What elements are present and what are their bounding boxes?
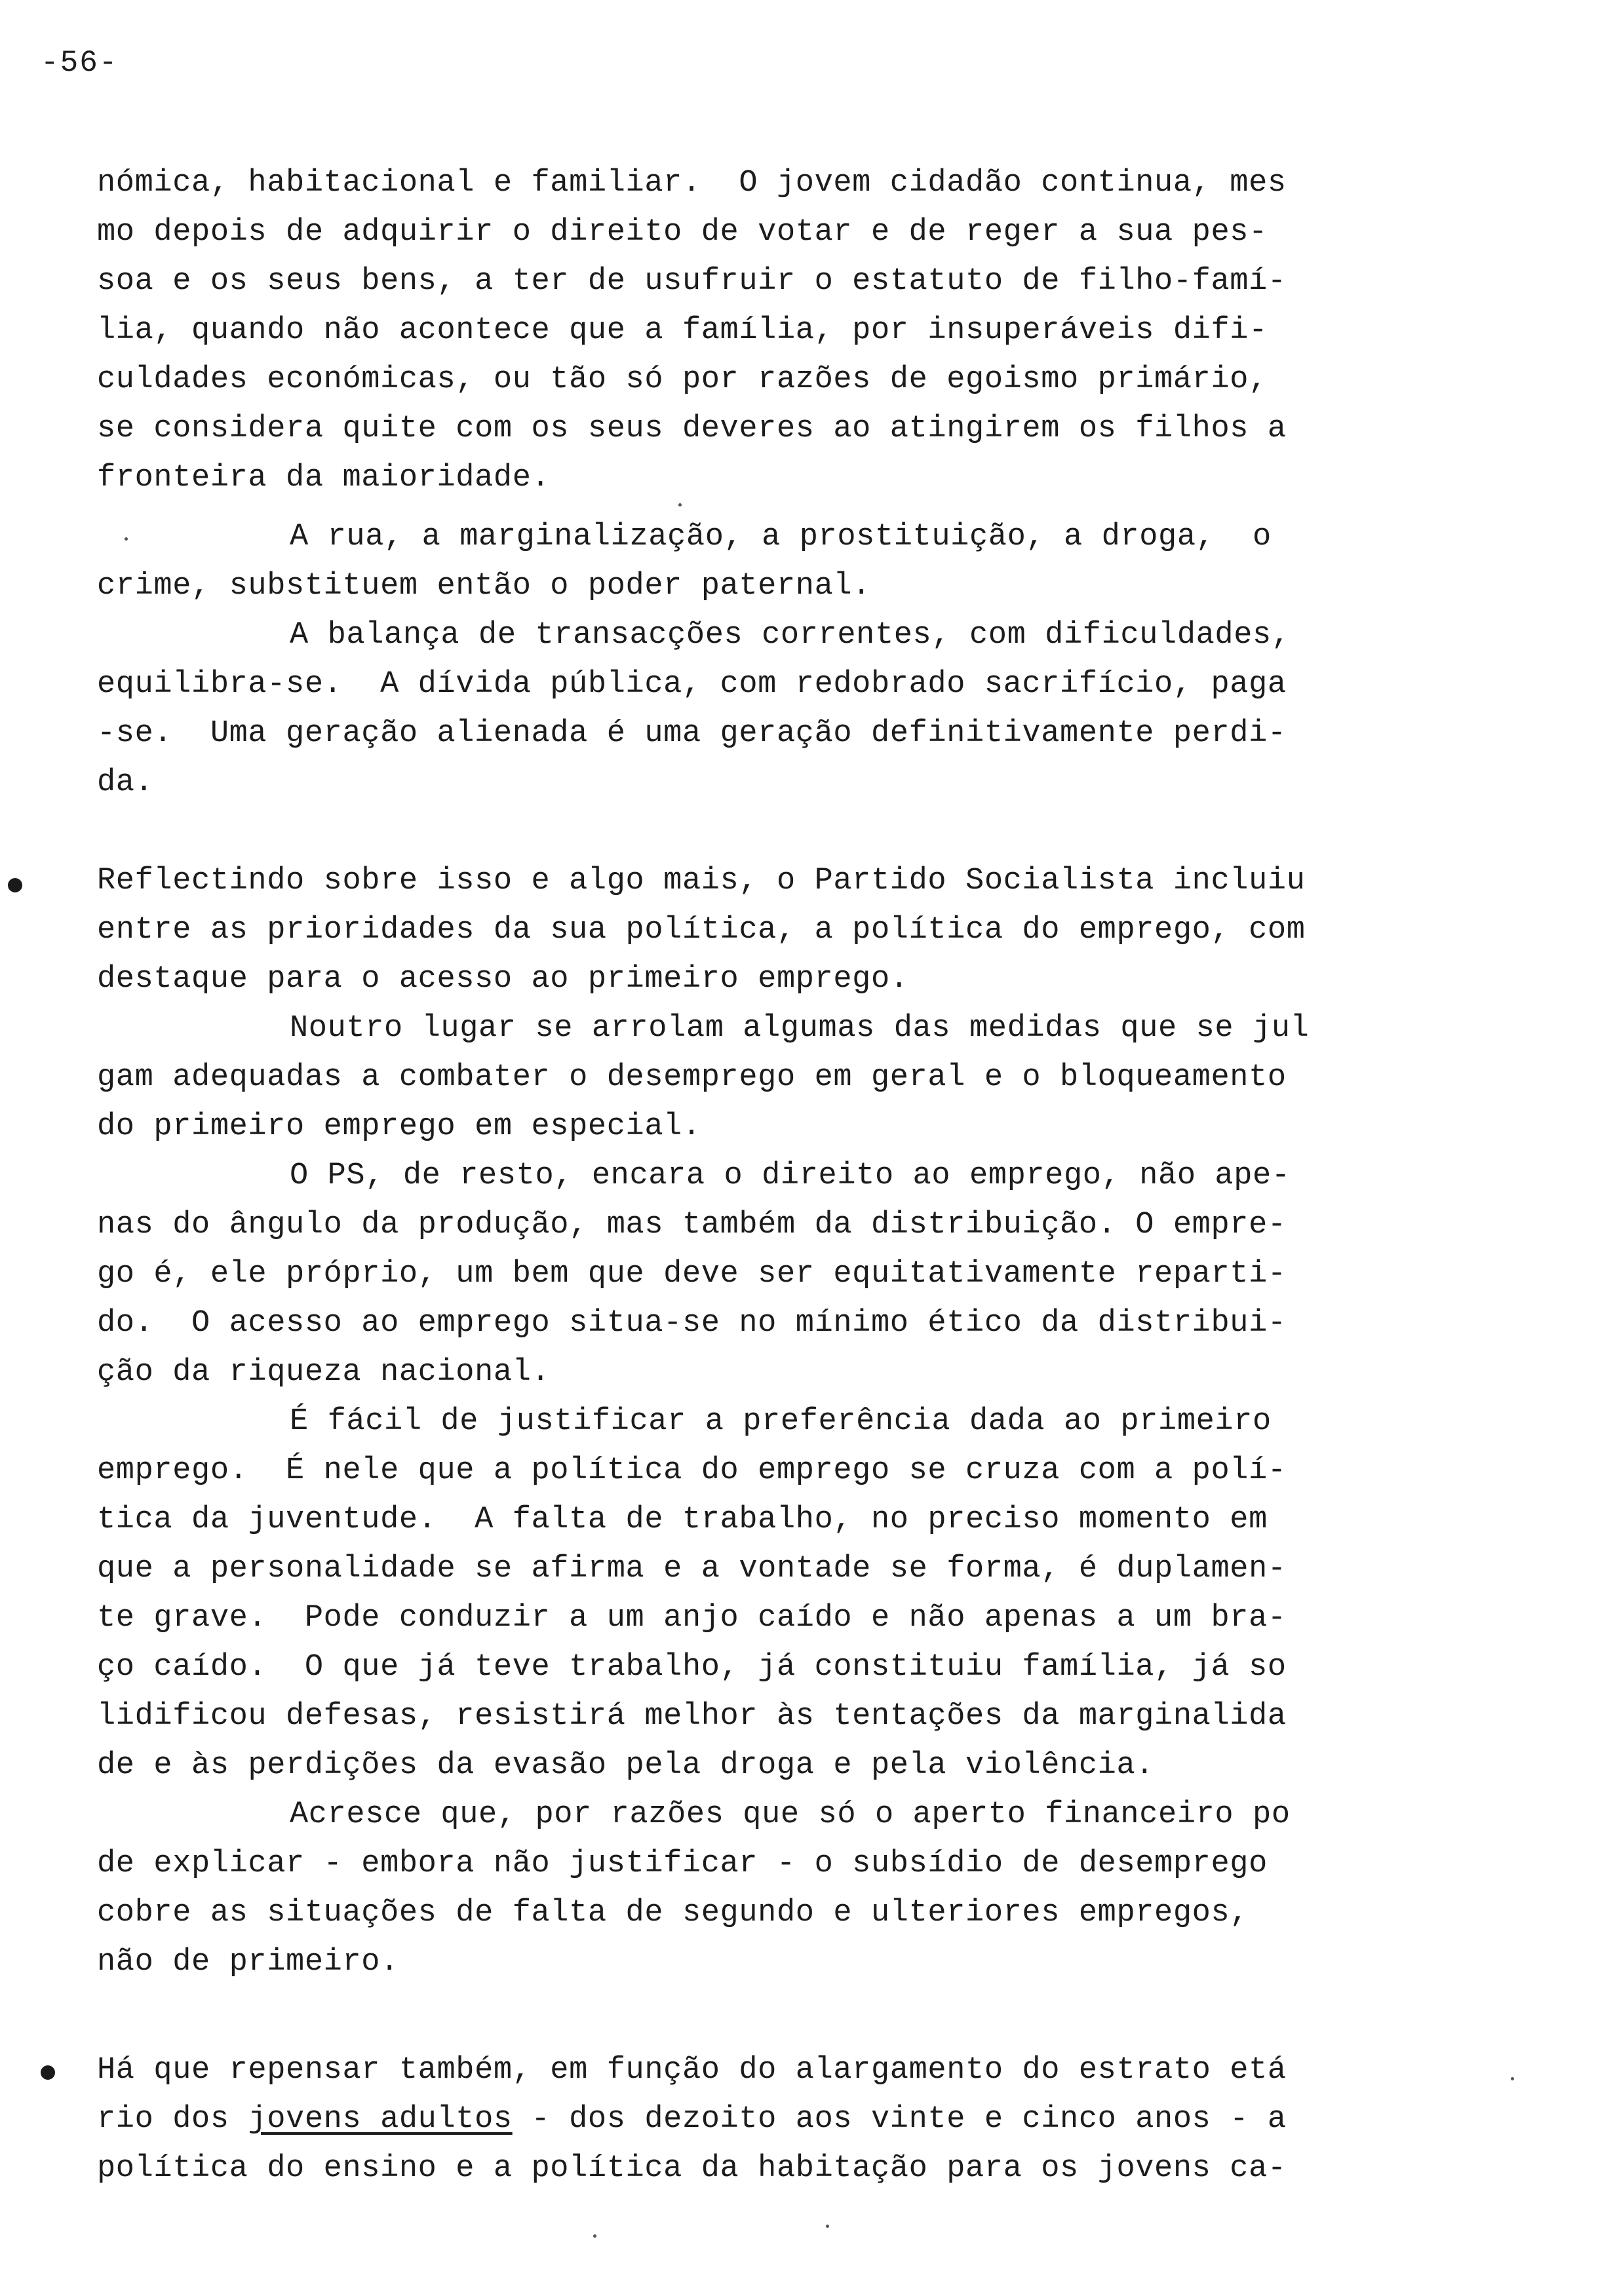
- text-line: nómica, habitacional e familiar. O jovem cidadão continua, mes: [97, 166, 1287, 201]
- text-line: se considera quite com os seus deveres ao atingirem os filhos a: [97, 411, 1287, 446]
- text-line: entre as prioridades da sua política, a política do emprego, com: [97, 913, 1306, 947]
- bullet-icon: [41, 2065, 55, 2080]
- line-text: - dos dezoito aos vinte e cinco anos - a: [512, 2102, 1287, 2137]
- text-line: gam adequadas a combater o desemprego em geral e o bloqueamento: [97, 1060, 1287, 1095]
- text-line: que a personalidade se afirma e a vontade se forma, é duplamen-: [97, 1552, 1287, 1586]
- text-line: equilibra-se. A dívida pública, com redobrado sacrifício, paga: [97, 667, 1287, 702]
- text-line: [97, 2100, 1287, 2139]
- underlined-phrase: jovens adultos: [248, 2102, 513, 2137]
- text-line: lidificou defesas, resistirá melhor às tentações da marginalida: [97, 1699, 1287, 1734]
- text-line: do primeiro emprego em especial.: [97, 1109, 701, 1144]
- text-line: O PS, de resto, encara o direito ao emprego, não ape-: [290, 1158, 1291, 1193]
- text-line: cobre as situações de falta de segundo e ulteriores empregos,: [97, 1896, 1249, 1930]
- text-line: fronteira da maioridade.: [97, 461, 551, 495]
- text-line: -se. Uma geração alienada é uma geração definitivamente perdi-: [97, 716, 1287, 751]
- text-line: culdades económicas, ou tão só por razões de egoismo primário,: [97, 362, 1268, 397]
- speck: [125, 537, 128, 541]
- text-line: soa e os seus bens, a ter de usufruir o estatuto de filho-famí-: [97, 264, 1287, 299]
- text-line: política do ensino e a política da habitação para os jovens ca-: [97, 2151, 1287, 2186]
- page-number: -56-: [41, 46, 119, 80]
- text-line: mo depois de adquirir o direito de votar e de reger a sua pes-: [97, 215, 1268, 250]
- text-line: ção da riqueza nacional.: [97, 1355, 551, 1390]
- text-line: não de primeiro.: [97, 1945, 399, 1980]
- text-line: Reflectindo sobre isso e algo mais, o Partido Socialista incluiu: [97, 864, 1306, 898]
- text-line: go é, ele próprio, um bem que deve ser equitativamente reparti-: [97, 1257, 1287, 1292]
- text-line: de explicar - embora não justificar - o subsídio de desemprego: [97, 1846, 1268, 1881]
- text-line: A balança de transacções correntes, com dificuldades,: [290, 618, 1291, 653]
- bullet-icon: [8, 878, 22, 892]
- text-line: tica da juventude. A falta de trabalho, no preciso momento em: [97, 1502, 1268, 1537]
- text-line: ço caído. O que já teve trabalho, já constituiu família, já so: [97, 1650, 1287, 1685]
- speck: [678, 503, 682, 507]
- text-line: destaque para o acesso ao primeiro emprego.: [97, 962, 909, 997]
- text-line: te grave. Pode conduzir a um anjo caído e não apenas a um bra-: [97, 1601, 1287, 1636]
- text-line: A rua, a marginalização, a prostituição, a droga, o: [290, 520, 1272, 554]
- text-line: emprego. É nele que a política do emprego se cruza com a polí-: [97, 1453, 1287, 1488]
- text-line: de e às perdições da evasão pela droga e pela violência.: [97, 1748, 1155, 1783]
- speck: [826, 2225, 829, 2228]
- text-line: Noutro lugar se arrolam algumas das medidas que se jul: [290, 1011, 1310, 1046]
- text-line: Acresce que, por razões que só o aperto financeiro po: [290, 1797, 1291, 1832]
- line-text: rio dos: [97, 2102, 248, 2137]
- text-line: da.: [97, 765, 154, 800]
- speck: [593, 2234, 596, 2238]
- text-line: crime, substituem então o poder paternal.: [97, 569, 871, 603]
- text-line: lia, quando não acontece que a família, por insuperáveis difi-: [97, 313, 1268, 348]
- speck: [1511, 2077, 1514, 2080]
- text-line: Há que repensar também, em função do alargamento do estrato etá: [97, 2053, 1287, 2088]
- text-line: nas do ângulo da produção, mas também da distribuição. O empre-: [97, 1208, 1287, 1242]
- text-line: É fácil de justificar a preferência dada ao primeiro: [290, 1404, 1272, 1439]
- text-line: do. O acesso ao emprego situa-se no mínimo ético da distribui-: [97, 1306, 1287, 1341]
